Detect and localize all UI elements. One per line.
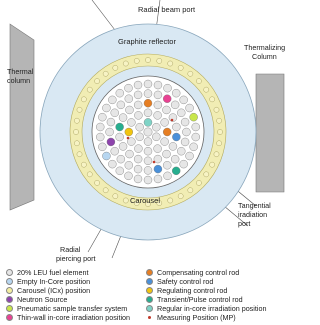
carousel-position: [178, 194, 183, 199]
fuel-element: [125, 95, 133, 103]
fuel-element: [144, 109, 152, 117]
carousel-position: [210, 97, 215, 102]
thermalizing-column-label-line2: Column: [252, 52, 277, 61]
fuel-element: [154, 101, 162, 109]
fuel-element: [154, 145, 162, 153]
legend-item-regulating: Regulating control rod: [146, 286, 227, 295]
pneumatic-swatch-icon: [6, 305, 13, 312]
radial-beam-port-label: Radial beam port: [138, 5, 196, 14]
fuel-element: [186, 104, 194, 112]
fuel-element: [177, 147, 185, 155]
fuel-element: [134, 165, 142, 173]
fuel-element: [98, 113, 106, 121]
graphite-reflector-label: Graphite reflector: [118, 37, 176, 46]
legend-item-safety: Safety control rod: [146, 277, 213, 286]
fuel-swatch-icon: [6, 269, 13, 276]
empty-swatch-icon: [6, 278, 13, 285]
fuel-element: [144, 138, 152, 146]
carousel-position: [73, 129, 78, 134]
fuel-element: [154, 111, 162, 119]
special-core-position: [163, 128, 171, 136]
fuel-element: [134, 91, 142, 99]
fuel-element: [172, 123, 180, 131]
legend-item-pneumatic: Pneumatic sample transfer system: [6, 304, 127, 313]
fuel-element: [125, 150, 133, 158]
carousel-position: [196, 180, 201, 185]
fuel-element: [136, 123, 144, 131]
carousel-position: [77, 152, 82, 157]
regulating-swatch-icon: [146, 287, 153, 294]
carousel-position: [134, 58, 139, 63]
carousel-swatch-icon: [6, 287, 13, 294]
tangential-port-label-line2: iradiation: [238, 210, 268, 219]
carousel-position: [145, 57, 150, 62]
carousel-position: [81, 162, 86, 167]
fuel-element: [124, 84, 132, 92]
carousel-label: Carousel: [130, 196, 161, 205]
measuring-position-marker: [171, 119, 174, 122]
carousel-position: [81, 97, 86, 102]
carousel-position: [123, 198, 128, 203]
fuel-element: [134, 155, 142, 163]
fuel-element: [117, 101, 125, 109]
fuel-element: [116, 133, 124, 141]
fuel-element: [96, 133, 104, 141]
fuel-element: [144, 90, 152, 98]
fuel-element: [108, 96, 116, 104]
carousel-position: [103, 71, 108, 76]
carousel-position: [204, 172, 209, 177]
carousel-position: [157, 58, 162, 63]
carousel-position: [168, 61, 173, 66]
fuel-element: [116, 167, 124, 175]
measuring-position-icon: [146, 314, 153, 321]
carousel-position: [217, 141, 222, 146]
carousel-position: [123, 61, 128, 66]
fuel-element: [108, 160, 116, 168]
carousel-position: [196, 78, 201, 83]
fuel-element: [154, 175, 162, 183]
carousel-position: [188, 188, 193, 193]
fuel-element: [144, 166, 152, 174]
fuel-element: [102, 104, 110, 112]
fuel-element: [161, 138, 169, 146]
fuel-element: [144, 80, 152, 88]
fuel-element: [192, 133, 200, 141]
carousel-position: [188, 71, 193, 76]
fuel-element: [152, 123, 160, 131]
fuel-element: [124, 172, 132, 180]
special-core-position: [107, 138, 115, 146]
fuel-element: [134, 81, 142, 89]
special-core-position: [102, 152, 110, 160]
thermal-column-block: [10, 24, 34, 210]
carousel-position: [74, 141, 79, 146]
radial-beam-port-line-a: [92, 0, 118, 34]
fuel-element: [136, 133, 144, 141]
fuel-element: [111, 109, 119, 117]
neutron-swatch-icon: [6, 296, 13, 303]
fuel-element: [163, 106, 171, 114]
fuel-element: [125, 106, 133, 114]
fuel-element: [172, 89, 180, 97]
carousel-position: [217, 129, 222, 134]
fuel-element: [163, 161, 171, 169]
fuel-element: [106, 128, 114, 136]
fuel-element: [169, 142, 177, 150]
special-core-position: [172, 133, 180, 141]
fuel-element: [192, 123, 200, 131]
fuel-element: [144, 176, 152, 184]
carousel-position: [214, 107, 219, 112]
carousel-position: [94, 180, 99, 185]
fuel-element: [96, 123, 104, 131]
measuring-position-marker: [153, 161, 156, 164]
fuel-element: [116, 89, 124, 97]
radial-piercing-port-label-line1: Radial: [60, 245, 81, 254]
special-core-position: [116, 123, 124, 131]
fuel-element: [181, 118, 189, 126]
fuel-element: [182, 128, 190, 136]
fuel-element: [171, 101, 179, 109]
fuel-element: [144, 147, 152, 155]
regular-irradiation-swatch-icon: [146, 305, 153, 312]
radial-piercing-port-label-line2: piercing port: [56, 254, 96, 263]
carousel-position: [87, 172, 92, 177]
thinwall-swatch-icon: [6, 314, 13, 321]
legend-item-fuel: 20% LEU fuel element: [6, 268, 89, 277]
fuel-element: [107, 118, 115, 126]
carousel-position: [103, 188, 108, 193]
carousel-position: [77, 107, 82, 112]
carousel-position: [214, 152, 219, 157]
fuel-element: [144, 128, 152, 136]
carousel-position: [94, 78, 99, 83]
special-core-position: [144, 118, 152, 126]
transient-swatch-icon: [146, 296, 153, 303]
fuel-element: [98, 143, 106, 151]
fuel-element: [134, 101, 142, 109]
thermal-column-label-line2: column: [7, 76, 31, 85]
fuel-element: [154, 91, 162, 99]
fuel-element: [144, 157, 152, 165]
special-core-position: [190, 113, 198, 121]
carousel-position: [210, 162, 215, 167]
fuel-element: [111, 147, 119, 155]
special-core-position: [125, 128, 133, 136]
fuel-element: [127, 118, 135, 126]
compensating-swatch-icon: [146, 269, 153, 276]
fuel-element: [186, 152, 194, 160]
measuring-position-marker: [127, 137, 130, 140]
carousel-position: [113, 194, 118, 199]
special-core-position: [154, 165, 162, 173]
thermalizing-column-block: [256, 74, 284, 192]
fuel-element: [164, 172, 172, 180]
carousel-position: [74, 118, 79, 123]
legend-item-carousel: Carousel (ICx) position: [6, 286, 90, 295]
carousel-position: [87, 87, 92, 92]
legend-item-compensating: Compensating control rod: [146, 268, 239, 277]
carousel-position: [217, 118, 222, 123]
carousel-position: [204, 87, 209, 92]
fuel-element: [190, 143, 198, 151]
carousel-position: [168, 198, 173, 203]
thermalizing-column-label-line1: Thermalizing: [244, 43, 286, 52]
fuel-element: [181, 138, 189, 146]
legend-item-empty: Empty In-Core position: [6, 277, 90, 286]
fuel-element: [125, 161, 133, 169]
tangential-port-label-line3: port: [238, 219, 251, 228]
fuel-element: [134, 145, 142, 153]
legend-item-thinwall: Thin-wall in-core irradiation position: [6, 313, 130, 322]
fuel-element: [163, 150, 171, 158]
thermal-column-label-line1: Thermal: [7, 67, 34, 76]
fuel-element: [117, 155, 125, 163]
tangential-port-label-line1: Tangential: [238, 201, 271, 210]
fuel-element: [180, 96, 188, 104]
special-core-position: [172, 167, 180, 175]
carousel-position: [178, 65, 183, 70]
fuel-element: [161, 118, 169, 126]
fuel-element: [164, 84, 172, 92]
fuel-element: [134, 175, 142, 183]
legend-item-measuring: Measuring Position (MP): [146, 313, 236, 322]
safety-swatch-icon: [146, 278, 153, 285]
fuel-element: [119, 114, 127, 122]
special-core-position: [144, 99, 152, 107]
fuel-element: [134, 111, 142, 119]
fuel-element: [177, 109, 185, 117]
fuel-element: [154, 81, 162, 89]
legend-item-regular-irradiation: Regular in-core irradiation position: [146, 304, 266, 313]
legend-item-transient: Transient/Pulse control rod: [146, 295, 243, 304]
fuel-element: [152, 133, 160, 141]
fuel-element: [171, 155, 179, 163]
fuel-element: [180, 160, 188, 168]
special-core-position: [163, 95, 171, 103]
carousel-position: [113, 65, 118, 70]
legend-item-neutron: Neutron Source: [6, 295, 67, 304]
fuel-element: [119, 142, 127, 150]
